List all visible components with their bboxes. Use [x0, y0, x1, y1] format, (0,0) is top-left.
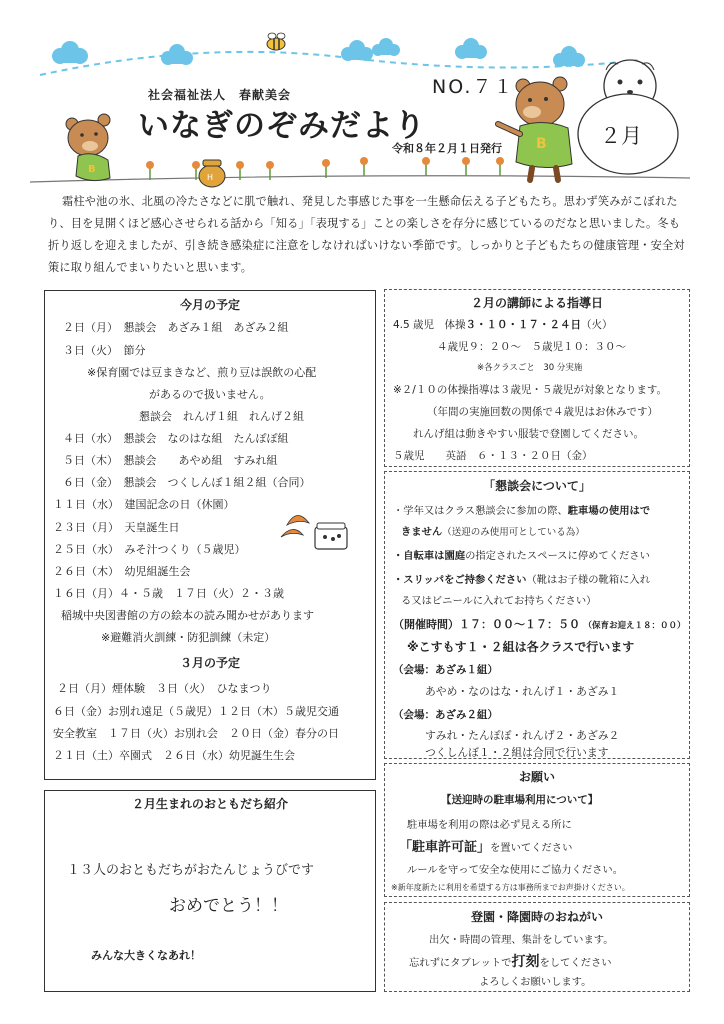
lecture-line: ４歳児９：２０～ ５歳児１０：３０～ — [437, 341, 626, 353]
meeting-venue: （会場：あざみ１組） — [393, 664, 498, 676]
schedule-line: ４日（水） 懇談会 なのはな組 たんぽぽ組 — [63, 432, 289, 445]
attendance-line: 出欠・時間の管理、集計をしています。 — [429, 934, 614, 946]
lecture-gym-day: （火） — [581, 319, 613, 331]
meeting-time-note: （保育お迎え１８：００） — [583, 621, 686, 631]
request-permit — [399, 836, 572, 855]
request-subtitle: 【送迎時の駐車場利用について】 — [441, 794, 599, 806]
issue-date: 令和８年２月１日発行 — [392, 142, 502, 155]
attendance-line: よろしくお願いします。 — [479, 976, 592, 988]
march-line: ２１日（土）卒園式 ２６日（水）幼児誕生生会 — [53, 749, 295, 762]
svg-text:H: H — [207, 173, 214, 182]
month-label: ２月 — [600, 124, 642, 148]
newsletter-title: いなぎのぞみだより — [138, 108, 426, 144]
attendance-title: 登園・降園時のおねがい — [470, 910, 603, 924]
request-note: ※新年度新たに利用を希望する方は事務所までお声掛けください。 — [391, 883, 630, 892]
lecture-box — [384, 289, 690, 467]
birthday-title: ２月生まれのおともだち紹介 — [131, 797, 288, 811]
attendance-line — [409, 951, 612, 971]
schedule-line: ２５日（水） みそ汁つくり（５歳児） — [53, 543, 246, 556]
meeting-bullet-text: （送迎のみ使用可としている為） — [442, 527, 585, 538]
request-box — [384, 763, 690, 897]
request-permit-after: を置いてください — [490, 842, 573, 854]
meeting-bullet: る又はビニールに入れてお持ちください） — [401, 595, 597, 607]
lecture-line: れんげ組は動きやすい服装で登園してください。 — [413, 428, 644, 440]
schedule-line: 稲城中央図書館の方の絵本の読み聞かせがあります — [61, 609, 314, 622]
schedule-line: ３日（火） 節分 — [63, 344, 146, 357]
attendance-bold: 打刻 — [511, 954, 540, 970]
schedule-title: 今月の予定 — [179, 298, 240, 312]
meeting-bullet-bold: きません — [401, 526, 443, 538]
schedule-line: ※避難消火訓練・防犯訓練（未定） — [101, 631, 276, 644]
request-line: ルールを守って安全な使用にご協力ください。 — [407, 864, 624, 876]
lecture-line — [393, 317, 613, 332]
march-title: ３月の予定 — [179, 656, 240, 670]
meeting-title: 「懇談会について」 — [483, 479, 591, 493]
schedule-box — [44, 290, 376, 780]
march-line: 安全教室 １７日（火）お別れ会 ２０日（金）春分の日 — [53, 727, 339, 740]
schedule-line: ６日（金） 懇談会 つくしんぼ１組２組（合同） — [63, 476, 311, 489]
header-illustration — [0, 0, 724, 190]
miso-illustration — [277, 505, 357, 555]
meeting-bullet-text: の指定されたスペースに停めてください — [465, 550, 650, 562]
lecture-line: （年間の実施回数の関係で４歳児はお休みです） — [427, 406, 658, 418]
bear-left-icon — [66, 114, 110, 181]
schedule-line: ２３日（月） 天皇誕生日 — [53, 521, 180, 534]
meeting-bullet-bold: 駐車場の使用はで — [567, 505, 651, 517]
request-line: 駐車場を利用の際は必ず見える所に — [407, 819, 572, 831]
cloud-icon — [52, 41, 88, 64]
lecture-gym-dates: ３・１０・１７・２４日 — [465, 319, 582, 331]
meeting-time-label: （開催時間）１７：００～１７：５０ — [393, 618, 580, 631]
snowman-icon — [578, 60, 678, 174]
meeting-bullet-text: ・学年又はクラス懇談会に参加の際、 — [393, 505, 568, 517]
lecture-line: ※２/１０の体操指導は３歳児・５歳児が対象となります。 — [393, 384, 667, 396]
lecture-gym-label: 4.5 歳児 体操 — [393, 319, 466, 331]
intro-paragraph: 霜柱や池の氷、北風の冷たさなどに肌で触れ、発見した事感じた事を一生懸命伝える子どもたち。思わず笑みがこぼれたり、目を見開くほど感心させられる話から「知る」「表現する」ことの楽しさを存分に感じているのだなと思いました。冬も折り返しを迎えましたが、引き続き感染症に注意をしなければいけない季節です。しっかりと子どもたちの健康管理・安全対策に取り組んでまいりたいと思います。 — [48, 195, 685, 274]
cloud-icon — [341, 40, 373, 61]
svg-text:B: B — [536, 136, 547, 152]
svg-text:B: B — [88, 164, 96, 175]
march-line: ６日（金）お別れ遠足（５歳児）１２日（木）５歳児交通 — [53, 705, 339, 718]
issue-number: NO.７１ — [432, 76, 515, 98]
birthday-count: １３人のおともだちがおたんじょうびです — [67, 863, 315, 878]
attendance-box — [384, 902, 690, 992]
meeting-venue: （会場：あざみ２組） — [393, 709, 498, 721]
meeting-box — [384, 471, 690, 759]
meeting-bullet — [393, 571, 650, 586]
meeting-bullet — [401, 523, 585, 538]
schedule-line: 懇談会 れんげ１組 れんげ２組 — [139, 410, 304, 423]
meeting-time — [393, 616, 686, 632]
request-title: お願い — [518, 770, 555, 784]
schedule-line: ※保育園では豆まきなど、煎り豆は誤飲の心配 — [87, 366, 317, 379]
schedule-line: ５日（木） 懇談会 あやめ組 すみれ組 — [63, 454, 278, 467]
birthday-congrats: おめでとう！！ — [169, 896, 288, 916]
meeting-bullet-bold: ・スリッパをご持参ください — [393, 574, 527, 586]
meeting-bullet-bold: ・自転車は園庭 — [393, 550, 466, 562]
request-permit-label: 「駐車許可証」 — [399, 840, 491, 855]
march-line: ２日（月）煙体験 ３日（火） ひなまつり — [57, 682, 272, 695]
lecture-line: ※各クラスごと 30 分実施 — [477, 363, 583, 373]
meeting-bullet — [393, 502, 650, 517]
org-name: 社会福祉法人 春献美会 — [148, 88, 292, 102]
honey-pot-icon — [199, 160, 225, 187]
meeting-bullet — [393, 547, 650, 562]
lecture-title: ２月の講師による指導日 — [470, 296, 603, 310]
schedule-line: があるので扱いません。 — [149, 388, 271, 401]
meeting-kosumosu: ※こすもす１・２組は各クラスで行います — [407, 640, 635, 654]
schedule-line: １１日（水） 建国記念の日（休園） — [53, 498, 235, 511]
cloud-icon — [455, 38, 487, 59]
lecture-line: ５歳児 英語 ６・１３・２０日（金） — [393, 450, 593, 462]
bee-icon — [267, 33, 285, 50]
attendance-text: をしてください — [539, 957, 612, 969]
cloud-icon — [372, 38, 400, 56]
schedule-line: ２日（月） 懇談会 あざみ１組 あざみ２組 — [63, 321, 289, 334]
cloud-icon — [553, 46, 585, 67]
schedule-line: ２６日（木） 幼児組誕生会 — [53, 565, 191, 578]
attendance-text: 忘れずにタブレットで — [409, 957, 512, 969]
meeting-bullet-text: （靴はお子様の靴箱に入れ — [526, 574, 651, 586]
meeting-venue-classes: あやめ・なのはな・れんげ１・あざみ１ — [425, 685, 620, 698]
cloud-icon — [161, 44, 193, 65]
schedule-line: １６日（月）４・５歳 １７日（火）２・３歳 — [53, 587, 284, 600]
birthday-grow: みんな大きくなあれ！ — [91, 949, 201, 962]
meeting-venue-note: つくしんぼ１・２組は合同で行います — [425, 746, 609, 759]
meeting-venue-classes: すみれ・たんぽぽ・れんげ２・あざみ２ — [425, 729, 620, 742]
birthday-box — [44, 790, 376, 992]
